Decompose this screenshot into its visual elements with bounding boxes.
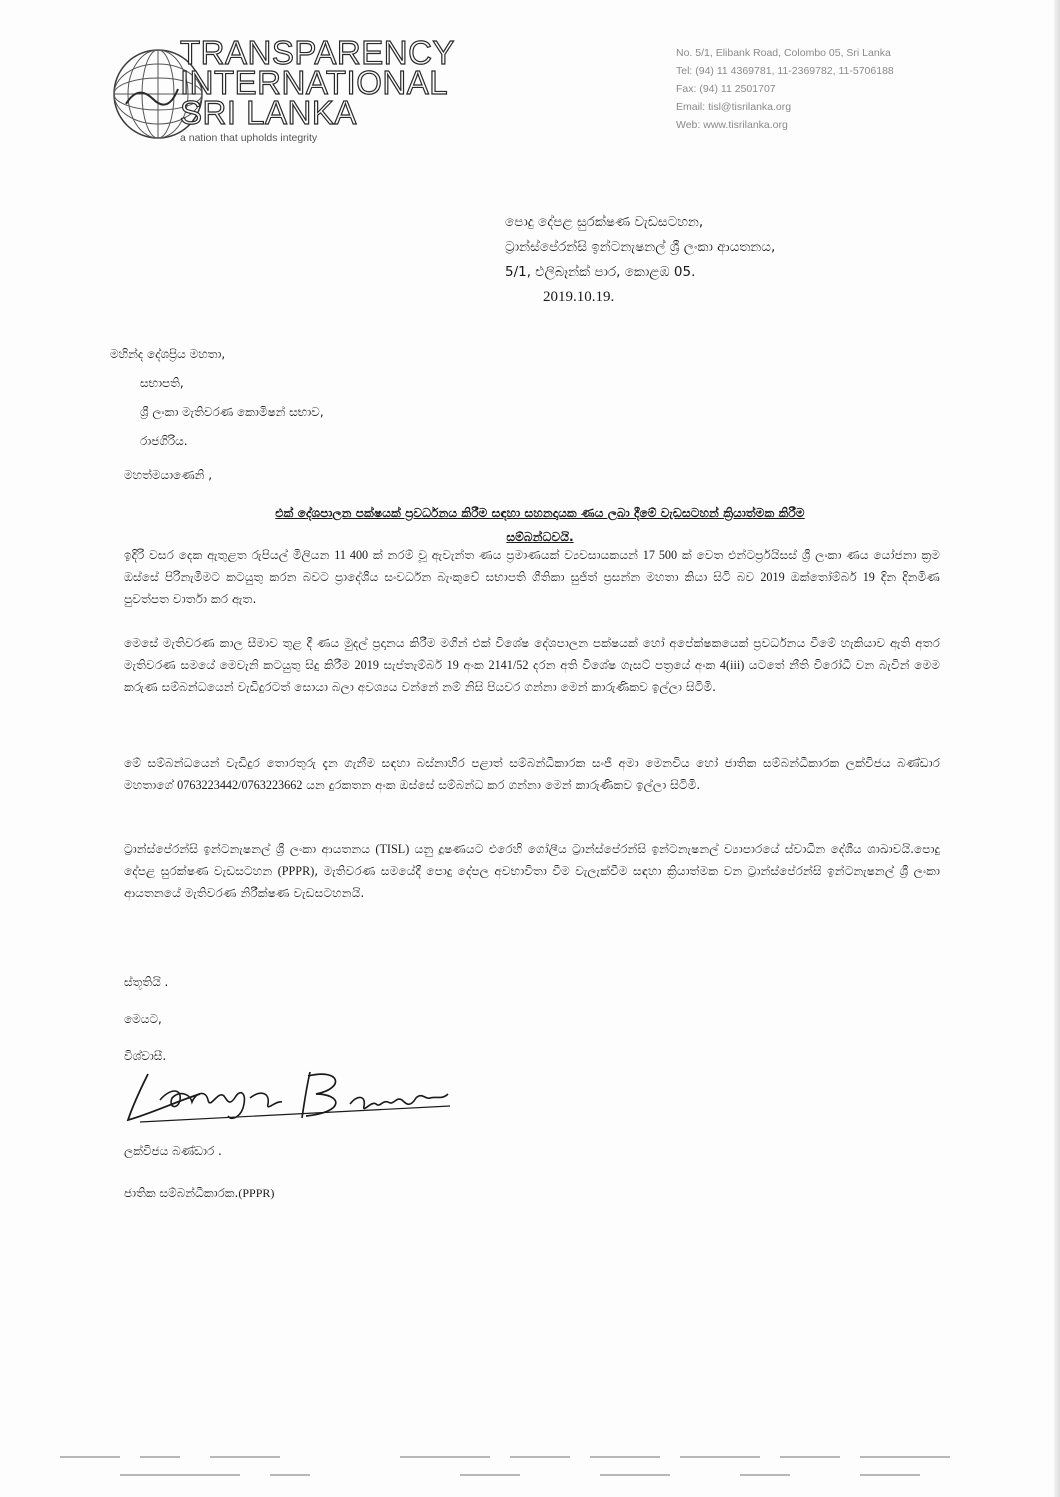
subject-line (140, 501, 940, 549)
closing-thanks: ස්තූතියි . (124, 975, 169, 989)
p2-day: 19 (446, 658, 459, 672)
signer-block (124, 1130, 274, 1214)
signer-title (124, 1172, 274, 1214)
p4-text-c: , මැතිවරණ සමයේදී පොදු දේපල අවභාවිතා වීම වැලැක්වීම සඳහා ක්‍රියාත්මක වන ට්‍රාන්ස්පේරන්සි ඉන්ටනැෂනල් ශ්‍රී ලංකා ආයතනයේ මැතිවරණ නිරීක්ෂණ වැඩසටහනයි. (124, 864, 940, 900)
subject-line-1: එක් දේශපාලන පක්ෂයක් ප්‍රවර්ධනය කිරීම සඳහා සහනදායක ණය ලබා දීමේ වැඩසටහන් ක්‍රියාත්මක කිරීම (275, 506, 805, 520)
sender-address (505, 210, 775, 310)
p4-text-b: යනු දූෂණයට එරෙහි ගෝලීය ට්‍රාන්ස්පේරන්සි ඉන්ටනැෂනල් ව්‍යාපාරයේ ස්වාධීන දේශීය ශාඛාවයි.පොදු දේපළ සුරක්ෂණ වැඩසටහන (124, 842, 940, 878)
p2-section: 4(iii) (719, 658, 745, 672)
p1-text-c: ක් වෙත එන්ටර්ප්‍රයිසස් ශ්‍රී ලංකා ණය යෝජනා ක්‍රම ඔස්සේ පිරිනැමීමට කටයුතු කරන බවට ප්‍රාදේශීය සංවර්ධන බැංකුවේ සභාපති ගීතිකා සුජිත් ප්‍රසන්න මහතා කියා සිටි බව (124, 548, 940, 584)
salutation: මහත්මයාණෙනි , (124, 468, 213, 482)
signer-title-text: ජාතික සම්බන්ධීකාරක. (124, 1186, 239, 1200)
scan-footer-artifact (40, 1448, 1020, 1488)
p2-text-e: යටතේ නීති විරෝධී වන බැවින් මෙම කරුණ සම්බන්ධයෙන් වැඩිදුරටත් සොයා බලා අවශ්‍යය වන්නේ නම් නිසි පියවර ගන්නා මෙන් කාරුණිකව ඉල්ලා සිටිමි. (124, 658, 940, 694)
logo-wordmark (180, 34, 455, 131)
p1-year: 2019 (760, 570, 785, 584)
handwritten-signature (110, 1060, 490, 1130)
contact-block (676, 44, 976, 134)
p2-year: 2019 (354, 658, 379, 672)
body-paragraph-4 (124, 838, 940, 904)
sender-line-3: 5/1, එලිබෑන්ක් පාර, කොළඹ 05. (505, 264, 696, 280)
letter-date: 2019.10.19. (543, 289, 615, 305)
p2-text-d: දරන අති විශේෂ ගැසට් පත්‍රයේ අංක (528, 658, 720, 672)
signer-title-pppr: (PPPR) (238, 1186, 275, 1200)
p3-text-b: යන දුරකතන අංක ඔස්සේ සම්බන්ධ කර ගන්නා මෙන් කාරුණිකව ඉල්ලා සිටිමි. (302, 778, 701, 792)
p1-day: 19 (862, 570, 875, 584)
p1-amount: 11 400 (334, 548, 369, 562)
p2-text-c: අංක (458, 658, 489, 672)
signer-name: ලක්විජය බණ්ඩාර . (124, 1144, 222, 1158)
p4-tisl: (TISL) (375, 842, 410, 856)
p4-text-a: ට්‍රාන්ස්පේරන්සි ඉන්ටනැෂනල් ශ්‍රී ලංකා ආයතනය (124, 842, 376, 856)
logo-tagline: a nation that upholds integrity (180, 132, 318, 144)
contact-fax: Fax: (94) 11 2501707 (676, 83, 776, 95)
sender-line-2: ට්‍රාන්ස්පේරන්සි ඉන්ටනැෂනල් ශ්‍රී ලංකා ආයතනය, (505, 239, 776, 255)
p1-count: 17 500 (642, 548, 678, 562)
p1-text-d: ඔක්තෝම්බර් (784, 570, 863, 584)
closing-yours: මෙයට, (124, 1012, 162, 1026)
contact-tel: Tel: (94) 11 4369781, 11-2369782, 11-5706188 (676, 65, 894, 77)
p2-text-a: මෙසේ මැතිවරණ කාල සීමාව තුළ දී ණය මුදල් ප්‍රදානය කිරීම මගින් එක් විශේෂ දේශපාලන පක්ෂයක් හෝ අපේක්ෂකයෙක් ප්‍රවර්ධනය වීමේ හැකියාව ඇති අතර මැතිවරණ සමයේ මෙවැනි කටයුතු සිදු කිරීම (124, 636, 940, 672)
p2-text-b: සැප්තැම්බර් (378, 658, 447, 672)
body-paragraph-3 (124, 752, 940, 796)
sender-line-1: පොදු දේපළ සුරක්ෂණ වැඩසටහන, (505, 214, 704, 230)
p1-text-b: ක් නරම් වූ ඇවැන්ත ණය ප්‍රමාණයක් ව්‍යවසායකයන් (368, 548, 643, 562)
recipient-line-2: සභාපති, (140, 376, 184, 390)
recipient-address (110, 340, 324, 456)
p3-phone-numbers: 0763223442/0763223662 (177, 778, 303, 792)
p1-text-a: ඉදිරි වසර දෙක ඇතුළත රුපියල් මිලියන (124, 548, 335, 562)
contact-web: Web: www.tisrilanka.org (676, 119, 788, 131)
p1-text-e: දින දිනමිණ පුවත්පත වාර්තා කර ඇත. (124, 570, 940, 606)
contact-email: Email: tisl@tisrilanka.org (676, 101, 792, 113)
closing-faithfully: විශ්වාසී. (124, 1049, 167, 1063)
subject-line-2: සම්බන්ධවයි. (506, 530, 574, 544)
p4-pppr: (PPPR) (277, 864, 315, 878)
logo-line-3: SRI LANKA (180, 94, 357, 131)
recipient-line-3: ශ්‍රී ලංකා මැතිවරණ කොමිෂන් සභාව, (140, 405, 324, 419)
p3-text-a: මේ සම්බන්ධයෙන් වැඩිදුර තොරතුරු දැන ගැනීම සඳහා බස්නාහිර පළාත් සම්බන්ධීකාරක සංජී අමා මෙනවිය හෝ ජාතික සම්බන්ධීකාරක ලක්විජය බණ්ඩාර මහතාගේ (124, 756, 940, 792)
logo-line-1: TRANSPARENCY (180, 34, 455, 71)
logo-line-2: INTERNATIONAL (180, 64, 449, 101)
recipient-line-1: මහින්ද දේශප්‍රිය මහතා, (110, 347, 226, 361)
body-paragraph-1 (124, 544, 940, 610)
p2-gazette-no: 2141/52 (488, 658, 529, 672)
contact-address: No. 5/1, Elibank Road, Colombo 05, Sri Lanka (676, 47, 891, 59)
closing-block (124, 964, 168, 1075)
body-paragraph-2 (124, 632, 940, 698)
recipient-line-4: රාජගිරිය. (140, 434, 188, 448)
scan-edge (1054, 0, 1060, 1497)
